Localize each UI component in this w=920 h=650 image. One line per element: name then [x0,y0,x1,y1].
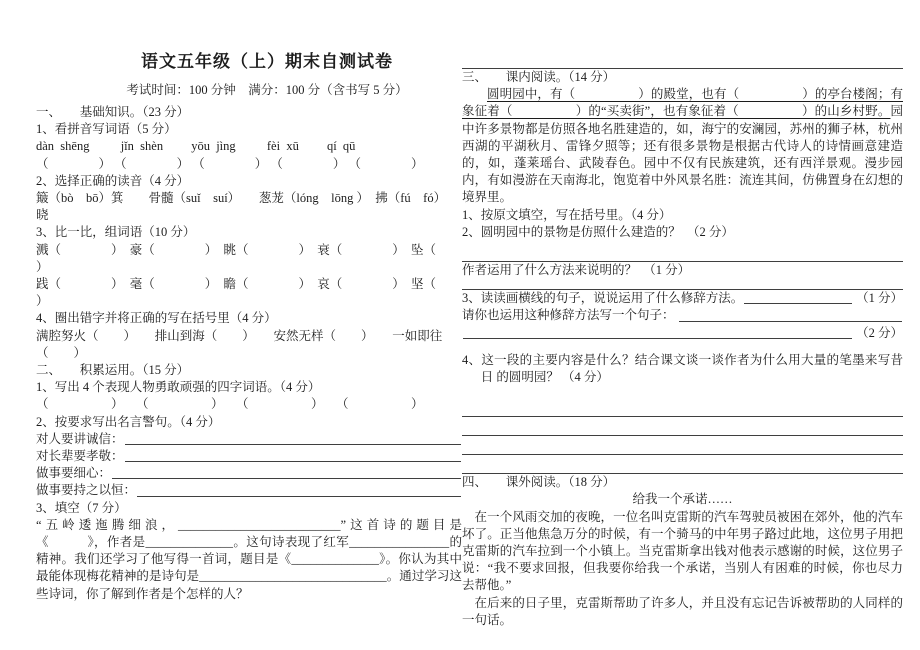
respect-elders-blank-line [36,448,462,465]
idiom-correction-row: 满腔努火（ ） 排山到海（ ） 安然无样（ ） 一如即往 [36,328,443,343]
q3-1-label: 1、按原文填空，写在括号里。（4 分） [462,207,672,222]
answer-line [462,241,903,262]
exam-info: 考试时间：100 分钟 满分：100 分（含书写 5 分） [126,83,408,97]
q2-2-label: 2、按要求写出名言警句。（4 分） [36,414,221,429]
persistence-blank-line [36,482,462,499]
word-pair-row-2: 践（ ） 毫（ ） 瞻（ ） 哀（ ） 坚（ [36,277,437,292]
story-paragraph-1: 在一个风雨交加的夜晚，一位名叫克雷斯的汽车驾驶员被困在郊外，他的汽车坏了。正当他焦急万分的时候，有一个骑马的中年男子路过此地，这位男子用把克雷斯的汽车拉到一个小镇上。当克雷斯拿出钱对他表示感谢的时候，这位男子说：“我不要求回报，但我要你给我一个承诺，当别人有困难的时候，你也尽力去帮他。” [462,509,903,593]
story-paragraph-2: 在后来的日子里，克雷斯帮助了许多人，并且没有忘记告诉被帮助的人同样的一句话。 [462,595,903,627]
pinyin-row: dàn shēng jǐn shèn yōu jìng fèi xū qí qū [36,139,356,154]
fill-in-blank-paragraph: “五岭逶迤腾细浪，__________________________”这首诗的题目是《 》，作者是______________。这句诗表现了红军________________的精神。我们还学习了他写得一首词，题目是《______________》。你认为其中最能体现梅花精神的是诗句是______________________________。通过学习这些诗词，你了解到作者是个怎样的人？ [36,517,462,601]
blank-underline [744,302,852,304]
carefulness-blank-line-label: 做事要细心： [36,466,112,481]
q3-3c-line-tail: （2 分） [852,325,903,340]
persistence-blank-line-label: 做事要持之以恒： [36,483,137,498]
reading-passage: 圆明园中，有（ ）的殿堂，也有（ ）的亭台楼阁；有象征着（ ）的“买卖街”，也有象征着（ ）的山乡村野。园中许多景物都是仿照各地名胜建造的，如，海宁的安澜园，苏州的狮子林，杭州西湖的平湖秋月、雷锋夕照等；还有很多景物是根据古代诗人的诗情画意建造的，如，蓬莱瑶台、武陵春色。园中不仅有民族建筑，还有西洋景观。漫步园内，有如漫游在天南海北，饱览着中外风景名胜：流连其间，仿佛置身在幻想的境界里。 [462,87,903,205]
q3-3b-line [462,307,903,324]
idiom-correction-row-wrap: （ ） [36,345,87,360]
q3-3-line-label: 3、读读画横线的句子，说说运用了什么修辞方法。 [462,291,744,306]
blank-underline [125,443,461,445]
q2-3-label: 3、填空（7 分） [36,500,127,515]
answer-brackets-row-2: （ ） （ ） （ ） （ ） [36,397,424,412]
q3-3-line [462,290,903,307]
section4-heading: 四、 课外阅读。（18 分） [462,475,616,490]
q1-2-label: 2、选择正确的读音（4 分） [36,173,190,188]
answer-line [462,398,903,417]
left-column [36,50,462,603]
story-title: 给我一个承诺…… [632,492,733,507]
word-pair-row-1-wrap: ） [36,259,49,274]
spacer [462,342,903,352]
q1-1-label: 1、看拼音写词语（5 分） [36,122,177,137]
blank-underline [679,320,902,322]
answer-line [462,455,903,474]
word-pair-row-2-wrap: ） [36,294,49,309]
pronunciation-row-wrap: 晓 [36,208,49,223]
pronunciation-row: 簸（bò bō）箕 骨髓（suǐ suí） 葱茏（lóng lōng ） 拂（fú fó） [36,191,447,206]
page-title: 语文五年级（上）期末自测试卷 [141,52,393,71]
q2-1-label: 1、写出 4 个表现人物勇敢顽强的四字词语。（4 分） [36,380,321,395]
right-column [462,66,903,629]
right-column-lines [462,66,903,629]
answer-line [462,436,903,455]
answer-brackets-row-1: （ ） （ ） （ ） （ ） （ ） [36,156,424,171]
q3-2b-label: 作者运用了什么方法来说明的？ （1 分） [462,263,691,278]
section3-heading: 三、 课内阅读。（14 分） [462,70,616,84]
section1-heading: 一、 基础知识。（23 分） [36,105,190,119]
honesty-blank-line [36,431,462,448]
q3-4-label: 4、这一段的主要内容是什么？结合课文谈一谈作者为什么用大量的笔墨来写昔日 的圆明园？ （4 分） [462,352,903,385]
blank-underline [125,460,461,462]
carefulness-blank-line [36,465,462,482]
q3-3b-line-label: 请你也运用这种修辞方法写一个句子： [462,308,678,323]
left-column-lines [36,104,462,603]
blank-underline [137,495,461,497]
section2-heading: 二、 积累运用。（15 分） [36,363,190,378]
q1-3-label: 3、比一比，组词语（10 分） [36,225,196,240]
q3-3-line-tail: （1 分） [852,291,903,306]
respect-elders-blank-line-label: 对长辈要孝敬： [36,449,124,464]
q1-4-label: 4、圈出错字并将正确的写在括号里（4 分） [36,311,277,326]
underlined-passage: 圆明园中，有（ ）的殿堂，也有（ ）的亭台楼阁；有象征着（ ）的“买卖街”，也有象征着（ ）的山乡村野。 [462,87,903,119]
blank-underline [463,337,852,339]
q3-2-label: 2、圆明园中的景物是仿照什么建造的？ （2 分） [462,224,734,239]
answer-line [462,279,903,290]
blank-underline [112,477,461,479]
q3-3c-line [462,325,903,342]
honesty-blank-line-label: 对人要讲诚信： [36,431,124,446]
word-pair-row-1: 溅（ ） 豪（ ） 眺（ ） 衰（ ） 坠（ [36,242,437,257]
answer-line [462,417,903,436]
spacer [462,386,903,398]
